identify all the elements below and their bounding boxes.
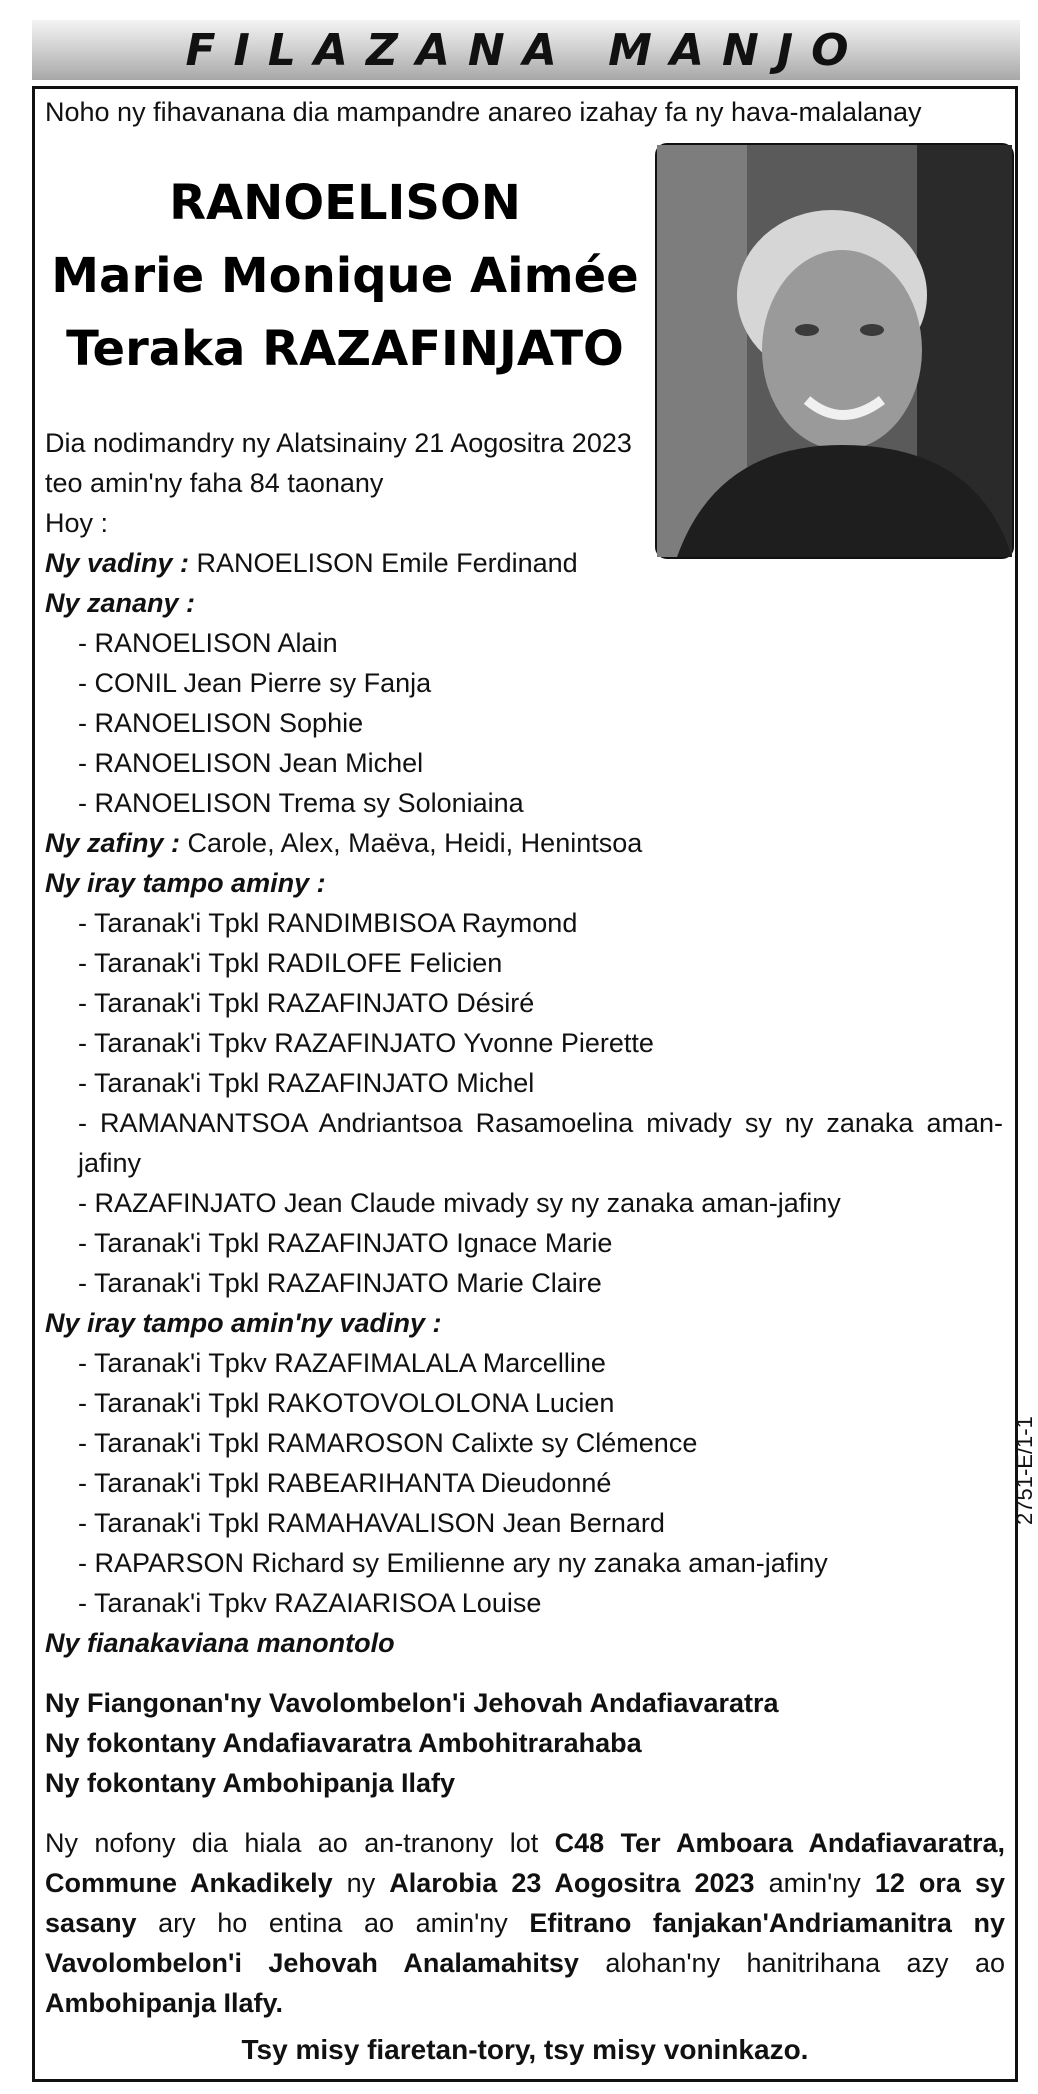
list-item: - RAMANANTSOA Andriantsoa Rasamoelina mivady sy ny zanaka aman- — [78, 1108, 1003, 1138]
portrait-image — [657, 145, 1012, 557]
list-item: - Taranak'i Tpkv RAZAFIMALALA Marcelline — [78, 1348, 606, 1378]
list-item: - Taranak'i Tpkl RAMAROSON Calixte sy Clémence — [78, 1428, 698, 1458]
funeral-text: ary ho entina ao amin'ny — [136, 1908, 530, 1938]
list-item: - Taranak'i Tpkv RAZAFINJATO Yvonne Pierette — [78, 1028, 654, 1058]
list-item: - Taranak'i Tpkl RAZAFINJATO Désiré — [78, 988, 535, 1018]
funeral-location: C48 Ter Amboara Andafiavaratra, Commune Ankadikely — [45, 1828, 1005, 1898]
header-banner — [32, 20, 1020, 80]
funeral-text: alohan'ny hanitrihana azy ao — [578, 1948, 1005, 1978]
list-item: - Taranak'i Tpkv RAZAIARISOA Louise — [78, 1588, 542, 1618]
list-item: - RAPARSON Richard sy Emilienne ary ny zanaka aman-jafiny — [78, 1548, 828, 1578]
hoy-text: Hoy : — [45, 508, 109, 538]
list-item: - Taranak'i Tpkl RADILOFE Felicien — [78, 948, 503, 978]
spouse-line — [45, 543, 578, 583]
organization-line: Ny fokontany Ambohipanja Ilafy — [45, 1768, 456, 1798]
reference-code: 2751-E/1-1 — [1012, 1416, 1037, 1525]
intro-text: Noho ny fihavanana dia mampandre anareo izahay fa ny hava-malalanay — [45, 97, 922, 127]
list-item-continuation: jafiny — [78, 1148, 142, 1178]
funeral-time: 12 ora sy sasany — [45, 1868, 1006, 1938]
burial-place: Ambohipanja Ilafy. — [45, 1988, 284, 2018]
funeral-text: amin'ny — [754, 1868, 875, 1898]
siblings-label: Ny iray tampo aminy : — [45, 868, 326, 898]
organization-line: Ny fokontany Andafiavaratra Ambohitrarahaba — [45, 1728, 642, 1758]
funeral-date: Alarobia 23 Aogositra 2023 — [389, 1868, 755, 1898]
deceased-given-names: Marie Monique Aimée — [51, 248, 639, 304]
deceased-maiden-name: Teraka RAZAFINJATO — [66, 321, 624, 377]
list-item: - Taranak'i Tpkl RAZAFINJATO Michel — [78, 1068, 535, 1098]
grandchildren-label: Ny zafiny : — [45, 828, 181, 858]
spouse-siblings-label: Ny iray tampo amin'ny vadiny : — [45, 1308, 442, 1338]
list-item: - Taranak'i Tpkl RAKOTOVOLOLONA Lucien — [78, 1388, 615, 1418]
funeral-paragraph — [45, 1823, 1005, 2023]
list-item: - Taranak'i Tpkl RAZAFINJATO Marie Claire — [78, 1268, 602, 1298]
grandchildren-line — [45, 823, 642, 863]
funeral-text: ny — [332, 1868, 390, 1898]
spouse-name: RANOELISON Emile Ferdinand — [189, 548, 578, 578]
deceased-surname: RANOELISON — [169, 175, 521, 231]
grandchildren-names: Carole, Alex, Maëva, Heidi, Henintsoa — [180, 828, 643, 858]
list-item: - RANOELISON Jean Michel — [78, 748, 424, 778]
organization-line: Ny Fiangonan'ny Vavolombelon'i Jehovah Andafiavaratra — [45, 1688, 779, 1718]
list-item: - RANOELISON Sophie — [78, 708, 364, 738]
list-item: - RANOELISON Trema sy Soloniaina — [78, 788, 524, 818]
closing-note: Tsy misy fiaretan-tory, tsy misy voninkazo. — [241, 2034, 809, 2065]
funeral-venue: Efitrano fanjakan'Andriamanitra ny Vavolombelon'i Jehovah Analamahitsy — [45, 1908, 1005, 1978]
extended-family-label: Ny fianakaviana manontolo — [45, 1628, 395, 1658]
spouse-label: Ny vadiny : — [45, 548, 190, 578]
list-item: - CONIL Jean Pierre sy Fanja — [78, 668, 432, 698]
death-date-text: Dia nodimandry ny Alatsinainy 21 Aogositra 2023 — [45, 428, 632, 458]
funeral-text: Ny nofony dia hiala ao an-tranony lot — [45, 1828, 555, 1858]
list-item: - Taranak'i Tpkl RANDIMBISOA Raymond — [78, 908, 578, 938]
death-age-text: teo amin'ny faha 84 taonany — [45, 468, 384, 498]
list-item: - Taranak'i Tpkl RAMAHAVALISON Jean Bernard — [78, 1508, 665, 1538]
list-item: - Taranak'i Tpkl RAZAFINJATO Ignace Marie — [78, 1228, 613, 1258]
deceased-photo — [655, 143, 1014, 559]
children-label: Ny zanany : — [45, 588, 196, 618]
list-item: - Taranak'i Tpkl RABEARIHANTA Dieudonné — [78, 1468, 612, 1498]
list-item: - RAZAFINJATO Jean Claude mivady sy ny zanaka aman-jafiny — [78, 1188, 841, 1218]
list-item: - RANOELISON Alain — [78, 628, 338, 658]
header-title: FILAZANA MANJO — [185, 24, 867, 76]
